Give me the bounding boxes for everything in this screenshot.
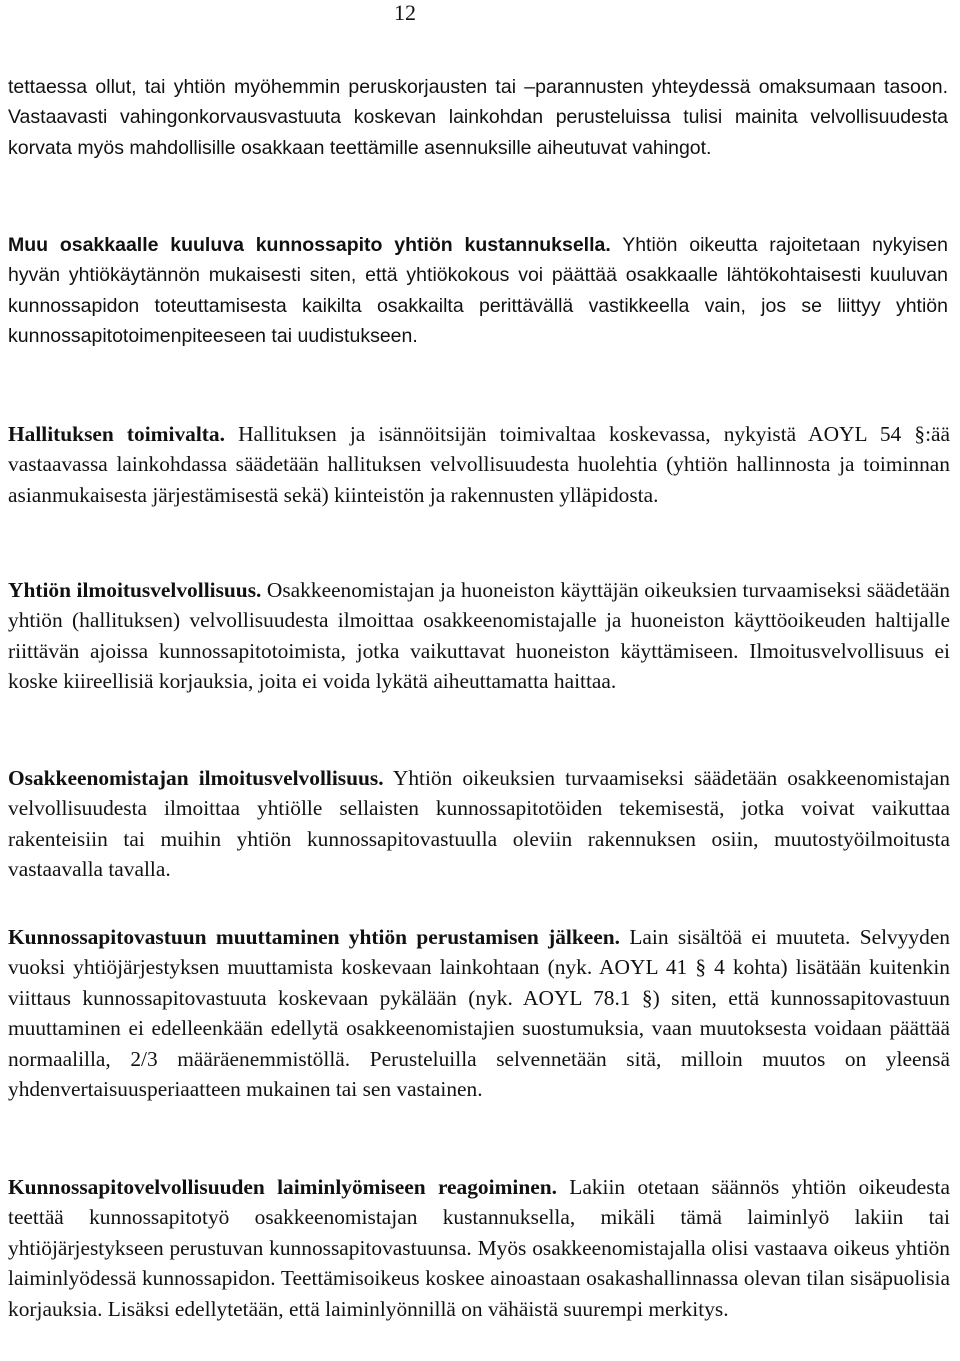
paragraph-shareholder-maintenance (8, 230, 948, 352)
paragraph-intro (8, 72, 948, 163)
paragraph-text: tettaessa ollut, tai yhtiön myöhemmin peruskorjausten tai –parannusten yhteydessä omaksumaan tasoon. Vastaavasti vahingonkorvausvastuuta koskevan lainkohdan perusteluissa tulisi mainita velvollisuudesta korvata myös mahdollisille osakkaan teettämille asennuksille aiheutuvat vahingot. (8, 76, 948, 159)
paragraph-heading: Kunnossapitovastuun muuttaminen yhtiön perustamisen jälkeen. (8, 925, 621, 949)
paragraph-shareholder-notification (8, 763, 950, 885)
paragraph-board-authority (8, 419, 950, 510)
paragraph-liability-change (8, 922, 950, 1104)
page-number: 12 (394, 0, 416, 25)
paragraph-heading: Yhtiön ilmoitusvelvollisuus. (8, 578, 262, 602)
paragraph-text: Lain sisältöä ei muuteta. Selvyyden vuoksi yhtiöjärjestyksen muuttamista koskevaan lainkohtaan (nyk. AOYL 41 § 4 kohta) lisätään kuitenkin viittaus kunnossapitovastuuta koskevaan pykälään (nyk. AOYL 78.1 §) siten, että kunnossapitovastuun muuttaminen ei edelleenkään edellytä osakkeenomistajien suostumuksia, vaan muutoksesta voidaan päättää normaalilla, 2/3 määräenemmistöllä. Perusteluilla selvennetään sitä, milloin muutos on yleensä yhdenvertaisuusperiaatteen mukainen tai sen vastainen. (8, 925, 951, 1102)
paragraph-text: Hallituksen ja isännöitsijän toimivaltaa koskevassa, nykyistä AOYL 54 §:ää vastaavassa lainkohdassa säädetään hallituksen velvollisuudesta huolehtia (yhtiön hallinnosta ja toiminnan asianmukaisesta järjestämisestä sekä) kiinteistön ja rakennusten ylläpidosta. (8, 422, 950, 507)
paragraph-text: Lakiin otetaan säännös yhtiön oikeudesta teettää kunnossapitotyö osakkeenomistajan kustannuksella, mikäli tämä laiminlyö lakiin tai yhtiöjärjestykseen perustuvan kunnossapitovastuunsa. Myös osakkeenomistajalla olisi vastaava oikeus yhtiön laiminlyödessä kunnossapidon. Teettämisoikeus koskee ainoastaan osakashallinnassa olevan tilan sisäpuolisia korjauksia. Lisäksi edellytetään, että laiminlyönnillä on vähäistä suurempi merkitys. (8, 1175, 950, 1321)
paragraph-text: Yhtiön oikeuksien turvaamiseksi säädetään osakkeenomistajan velvollisuudesta ilmoittaa yhtiölle sellaisten kunnossapitotöiden tekemisestä, jotka voivat vaikuttaa rakenteisiin tai muihin yhtiön kunnossapitovastuulla oleviin rakennuksen osiin, muutostyöilmoitusta vastaavalla tavalla. (8, 766, 950, 882)
paragraph-heading: Hallituksen toimivalta. (8, 422, 225, 446)
paragraph-heading: Muu osakkaalle kuuluva kunnossapito yhtiön kustannuksella. (8, 234, 611, 256)
paragraph-company-notification (8, 575, 950, 697)
paragraph-heading: Kunnossapitovelvollisuuden laiminlyömiseen reagoiminen. (8, 1175, 557, 1199)
paragraph-text: Yhtiön oikeutta rajoitetaan nykyisen hyvän yhtiökäytännön mukaisesti siten, että yhtiökokous voi päättää osakkaalle lähtökohtaisesti kuuluvan kunnossapidon toteuttamisesta kaikilta osakkailta perittävällä vastikkeella vain, jos se liittyy yhtiön kunnossapitotoimenpiteeseen tai uudistukseen. (8, 234, 948, 348)
paragraph-heading: Osakkeenomistajan ilmoitusvelvollisuus. (8, 766, 384, 790)
paragraph-neglect-reaction (8, 1172, 950, 1324)
paragraph-text: Osakkeenomistajan ja huoneiston käyttäjän oikeuksien turvaamiseksi säädetään yhtiön (hallituksen) velvollisuudesta ilmoittaa osakkeenomistajalle ja huoneiston käyttöoikeuden haltijalle riittävän ajoissa kunnossapitotoimista, jotka vaikuttavat huoneiston käyttämiseen. Ilmoitusvelvollisuus ei koske kiireellisiä korjauksia, joita ei voida lykätä aiheuttamatta haittaa. (8, 578, 950, 694)
